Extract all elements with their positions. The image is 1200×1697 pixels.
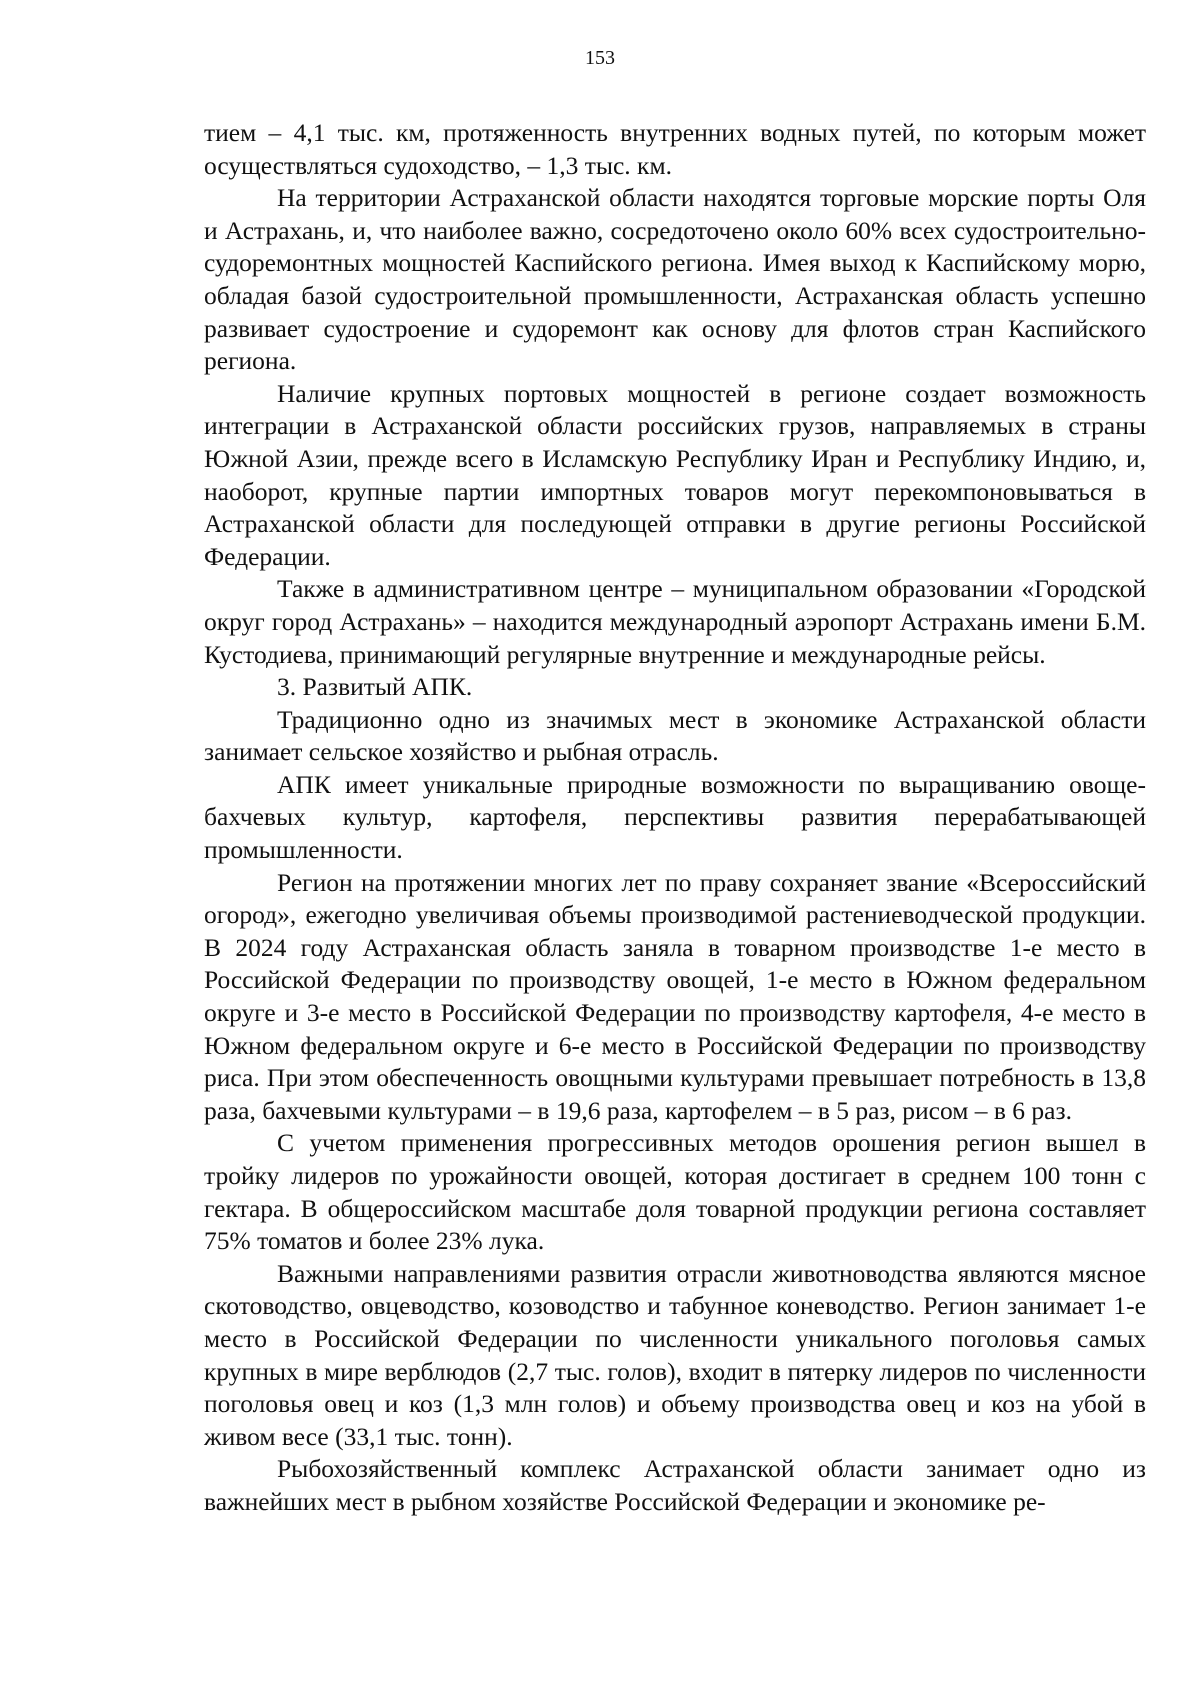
document-body [204, 117, 1146, 1519]
paragraph-sea-ports: На территории Астраханской области находятся торговые морские порты Оля и Астрахань, и, что наиболее важно, сосредоточено около 60% всех судостроительно-судоремонтных мощностей Каспийского региона. Имея выход к Каспийскому морю, обладая базой судостроительной промышленности, Астраханская область успешно развивает судостроение и судоремонт как основу для флотов стран Каспийского региона. [204, 183, 1146, 376]
section-heading-agro: 3. Развитый АПК. [277, 672, 473, 702]
paragraph-apk-opportunities: АПК имеет уникальные природные возможности по выращиванию овоще-бахчевых культур, картофеля, перспективы развития перерабатывающей промышленности. [204, 769, 1146, 865]
paragraph-fishery: Рыбохозяйственный комплекс Астраханской области занимает одно из важнейших мест в рыбном хозяйстве Российской Федерации и экономике ре- [204, 1454, 1146, 1516]
paragraph-transport-continuation: тием – 4,1 тыс. км, протяженность внутренних водных путей, по которым может осуществляться судоходство, – 1,3 тыс. км. [204, 118, 1146, 180]
page-number: 153 [585, 47, 615, 69]
paragraph-airport: Также в административном центре – муниципальном образовании «Городской округ город Астрахань» – находится международный аэропорт Астрахань имени Б.М. Кустодиева, принимающий регулярные внутренние и международные рейсы. [204, 574, 1146, 669]
paragraph-port-capacity: Наличие крупных портовых мощностей в регионе создает возможность интеграции в Астраханской области российских грузов, направляемых в страны Южной Азии, прежде всего в Исламскую Республику Иран и Республику Индию, и, наоборот, крупные партии импортных товаров могут перекомпоновываться в Астраханской области для последующей отправки в другие регионы Российской Федерации. [204, 378, 1146, 571]
paragraph-irrigation-yield: С учетом применения прогрессивных методов орошения регион вышел в тройку лидеров по урожайности овощей, которая достигает в среднем 100 тонн с гектара. В общероссийском масштабе доля товарной продукции региона составляет 75% томатов и более 23% лука. [204, 1128, 1146, 1256]
paragraph-agriculture-fishing: Традиционно одно из значимых мест в экономике Астраханской области занимает сельское хозяйство и рыбная отрасль. [204, 704, 1146, 767]
paragraph-livestock: Важными направлениями развития отрасли животноводства являются мясное скотоводство, овцеводство, козоводство и табунное коневодство. Регион занимает 1-е место в Российской Федерации по численности уникального поголовья самых крупных в мире верблюдов (2,7 тыс. голов), входит в пятерку лидеров по численности поголовья овец и коз (1,3 млн голов) и объему производства овец и коз на убой в живом весе (33,1 тыс. тонн). [204, 1258, 1146, 1451]
paragraph-vegetable-production: Регион на протяжении многих лет по праву сохраняет звание «Всероссийский огород», ежегодно увеличивая объемы производимой растениеводческой продукции. В 2024 году Астраханская область заняла в товарном производстве 1-е место в Российской Федерации по производству овощей, 1-е место в Южном федеральном округе и 3-е место в Российской Федерации по производству картофеля, 4-е место в Южном федеральном округе и 6-е место в Российской Федерации по производству риса. При этом обеспеченность овощными культурами превышает потребность в 13,8 раза, бахчевыми культурами – в 19,6 раза, картофелем – в 5 раз, рисом – в 6 раз. [204, 867, 1146, 1125]
